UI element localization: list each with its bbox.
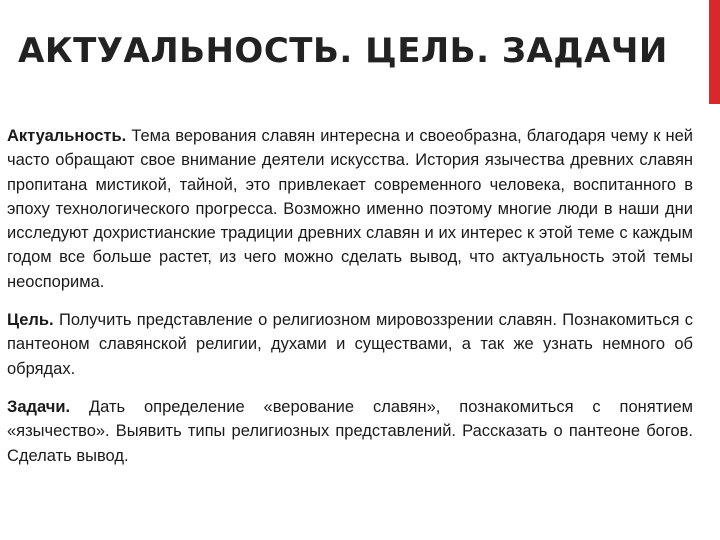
accent-bar	[709, 0, 720, 104]
paragraph-lead-goal: Цель.	[7, 311, 54, 330]
paragraph-lead-tasks: Задачи.	[7, 397, 71, 416]
paragraph-lead-relevance: Актуальность.	[7, 127, 127, 145]
paragraph-tasks	[7, 395, 693, 468]
paragraph-text-goal: Получить представление о религиозном мировоззрении славян. Познакомиться с пантеоном славянской религии, духами и существами, а так же узнать немного об обрядах.	[7, 311, 694, 378]
paragraph-text-tasks: Дать определение «верование славян», познакомиться с понятием «язычество». Выявить типы религиозных представлений. Рассказать о пантеоне богов. Сделать вывод.	[7, 397, 693, 465]
slide-body	[7, 124, 693, 482]
paragraph-goal	[7, 308, 693, 381]
slide-title: АКТУАЛЬНОСТЬ. ЦЕЛЬ. ЗАДАЧИ	[18, 31, 668, 71]
paragraph-relevance	[7, 124, 693, 294]
paragraph-text-relevance: Тема верования славян интересна и своеобразна, благодаря чему к ней часто обращают свое внимание деятели искусства. История язычества древних славян пропитана мистикой, тайной, это привлекает современного человека, воспитанного в эпоху технологического прогресса. Возможно именно поэтому многие люди в наши дни исследуют дохристианские традиции древних славян и их интерес к этой теме с каждым годом все больше растет, из чего можно сделать вывод, что актуальность этой темы неоспорима.	[7, 127, 693, 291]
